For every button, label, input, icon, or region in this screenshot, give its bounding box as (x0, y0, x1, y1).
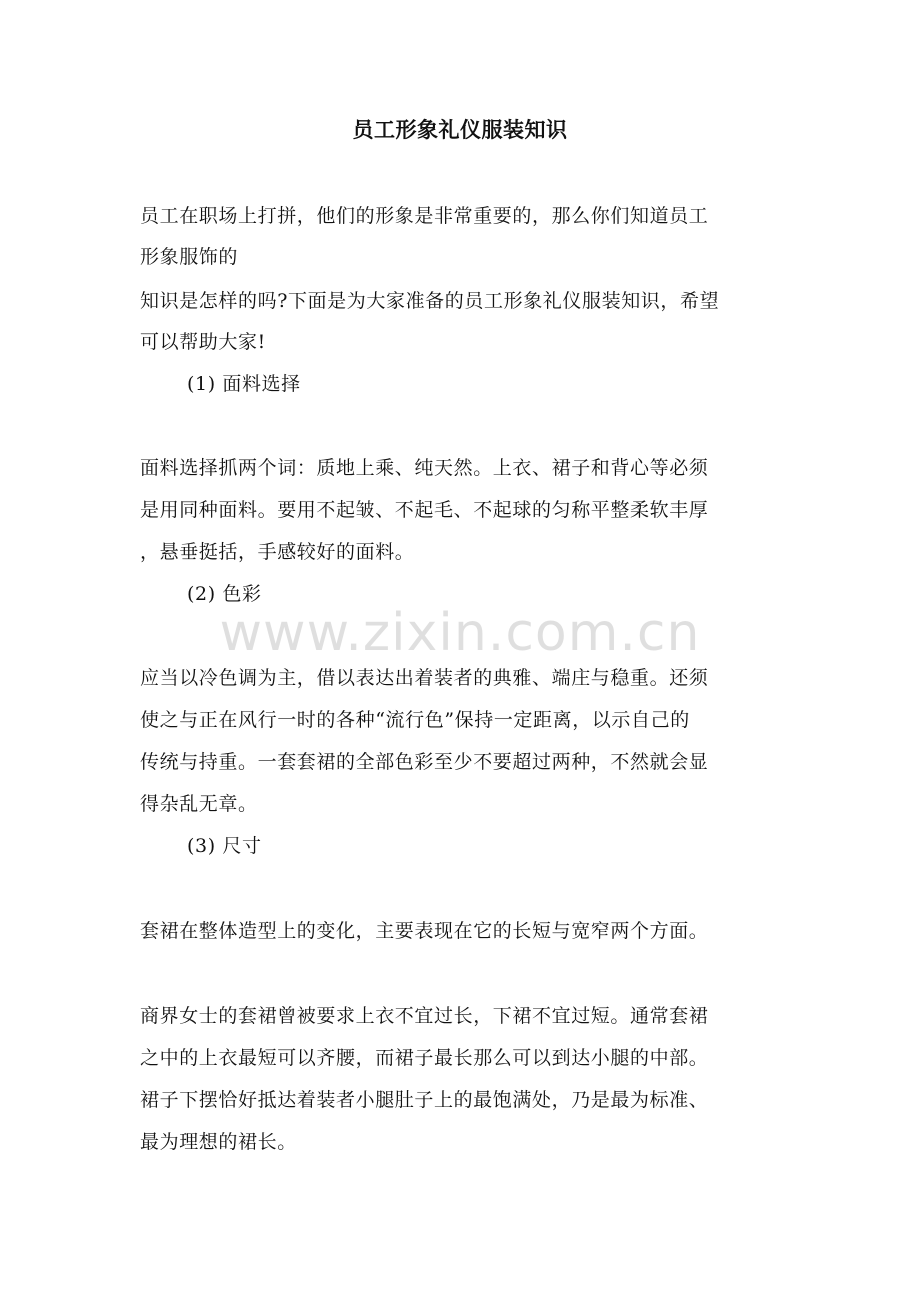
intro-line: 可以帮助大家! (140, 331, 266, 353)
section-heading-fabric: (1) 面料选择 (187, 373, 301, 395)
section-line: 面料选择抓两个词：质地上乘、纯天然。上衣、裙子和背心等必须 (140, 457, 709, 479)
intro-line: 知识是怎样的吗?下面是为大家准备的员工形象礼仪服装知识，希望 (140, 290, 720, 312)
section-line: 是用同种面料。要用不起皱、不起毛、不起球的匀称平整柔软丰厚 (140, 499, 709, 521)
watermark: www.zixin.com.cn (219, 603, 701, 663)
section-line: 之中的上衣最短可以齐腰，而裙子最长那么可以到达小腿的中部。 (140, 1047, 709, 1069)
section-line: ，悬垂挺括，手感较好的面料。 (140, 541, 415, 563)
section-line: 使之与正在风行一时的各种“流行色”保持一定距离，以示自己的 (140, 709, 690, 731)
section-line: 应当以冷色调为主，借以表达出着装者的典雅、端庄与稳重。还须 (140, 667, 709, 689)
section-line: 最为理想的裙长。 (140, 1131, 297, 1153)
section-line: 传统与持重。一套套裙的全部色彩至少不要超过两种，不然就会显 (140, 751, 709, 773)
document-title: 员工形象礼仪服装知识 (352, 117, 568, 142)
section-heading-size: (3) 尺寸 (187, 835, 262, 857)
section-line: 得杂乱无章。 (140, 793, 258, 815)
section-line: 套裙在整体造型上的变化，主要表现在它的长短与宽窄两个方面。 (140, 920, 709, 942)
section-heading-color: (2) 色彩 (187, 583, 262, 605)
intro-line: 员工在职场上打拼，他们的形象是非常重要的，那么你们知道员工 (140, 205, 709, 227)
section-line: 商界女士的套裙曾被要求上衣不宜过长，下裙不宜过短。通常套裙 (140, 1005, 709, 1027)
section-line: 裙子下摆恰好抵达着装者小腿肚子上的最饱满处，乃是最为标准、 (140, 1089, 709, 1111)
intro-line: 形象服饰的 (140, 246, 239, 268)
